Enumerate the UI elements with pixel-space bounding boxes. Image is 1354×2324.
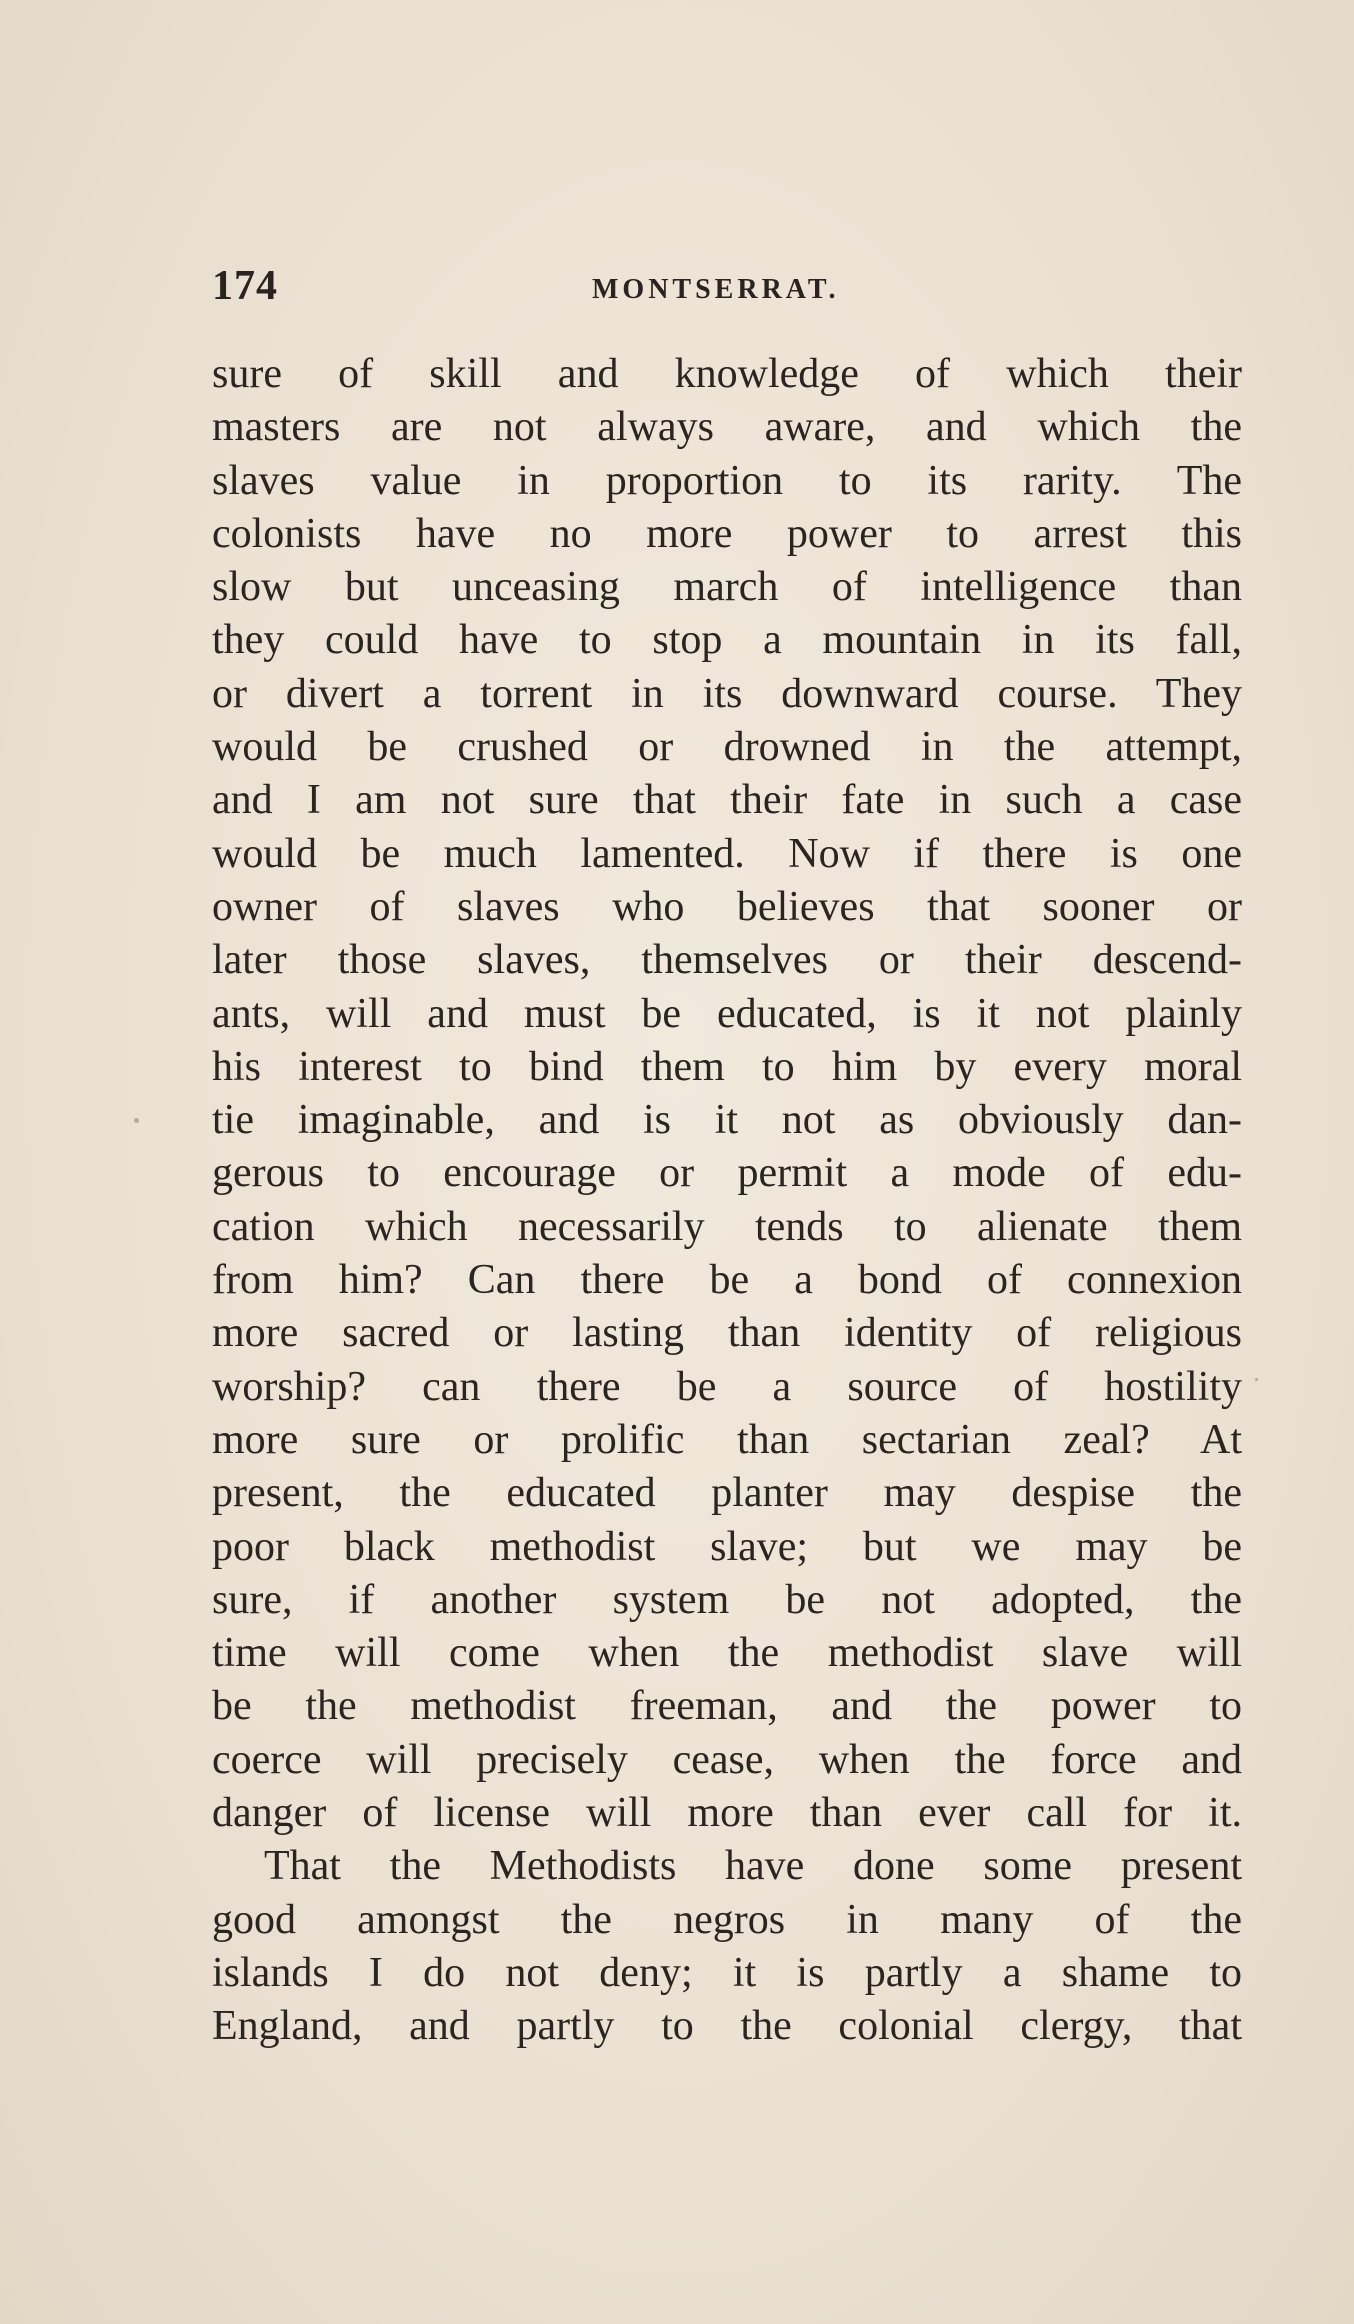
- text-line: gerous to encourage or permit a mode of edu-: [212, 1150, 1242, 1197]
- page-header: [212, 262, 1242, 322]
- paper-speck: [1255, 1378, 1258, 1381]
- text-line: they could have to stop a mountain in its fall,: [212, 617, 1242, 664]
- text-line: good amongst the negros in many of the: [212, 1896, 1242, 1943]
- paragraph: [212, 1840, 1242, 2053]
- text-line: more sure or prolific than sectarian zeal? At: [212, 1416, 1242, 1463]
- text-line: time will come when the methodist slave will: [212, 1630, 1242, 1677]
- text-line: and I am not sure that their fate in such a case: [212, 777, 1242, 824]
- text-line: colonists have no more power to arrest this: [212, 510, 1242, 557]
- text-line: from him? Can there be a bond of connexion: [212, 1257, 1242, 1304]
- text-line: worship? can there be a source of hostility: [212, 1363, 1242, 1410]
- text-line: slow but unceasing march of intelligence than: [212, 564, 1242, 611]
- text-line: later those slaves, themselves or their descend-: [212, 937, 1242, 984]
- text-line: would be much lamented. Now if there is one: [212, 830, 1242, 877]
- text-line: coerce will precisely cease, when the force and: [212, 1736, 1242, 1783]
- text-line: cation which necessarily tends to alienate them: [212, 1203, 1242, 1250]
- text-line: sure, if another system be not adopted, the: [212, 1576, 1242, 1623]
- page-number: 174: [212, 263, 278, 309]
- paper-speck: [134, 1118, 139, 1123]
- text-line: be the methodist freeman, and the power to: [212, 1683, 1242, 1730]
- text-line: danger of license will more than ever call for it.: [212, 1790, 1242, 1837]
- text-line: masters are not always aware, and which the: [212, 404, 1242, 451]
- body-text: [212, 348, 1242, 2054]
- text-line: slaves value in proportion to its rarity. The: [212, 457, 1242, 504]
- text-line: England, and partly to the colonial clergy, that: [212, 2003, 1242, 2050]
- text-line: owner of slaves who believes that sooner or: [212, 883, 1242, 930]
- text-line: That the Methodists have done some present: [264, 1843, 1242, 1890]
- text-line: tie imaginable, and is it not as obviously dan-: [212, 1097, 1242, 1144]
- text-line: or divert a torrent in its downward course. They: [212, 670, 1242, 717]
- text-line: present, the educated planter may despise the: [212, 1470, 1242, 1517]
- paragraph: [212, 348, 1242, 1840]
- text-line: islands I do not deny; it is partly a shame to: [212, 1949, 1242, 1996]
- running-title: MONTSERRAT.: [592, 274, 840, 305]
- text-line: ants, will and must be educated, is it not plainly: [212, 990, 1242, 1037]
- text-line: sure of skill and knowledge of which their: [212, 351, 1242, 397]
- text-line: would be crushed or drowned in the attempt,: [212, 724, 1242, 771]
- text-line: poor black methodist slave; but we may be: [212, 1523, 1242, 1570]
- text-line: his interest to bind them to him by every moral: [212, 1043, 1242, 1090]
- text-line: more sacred or lasting than identity of religious: [212, 1310, 1242, 1357]
